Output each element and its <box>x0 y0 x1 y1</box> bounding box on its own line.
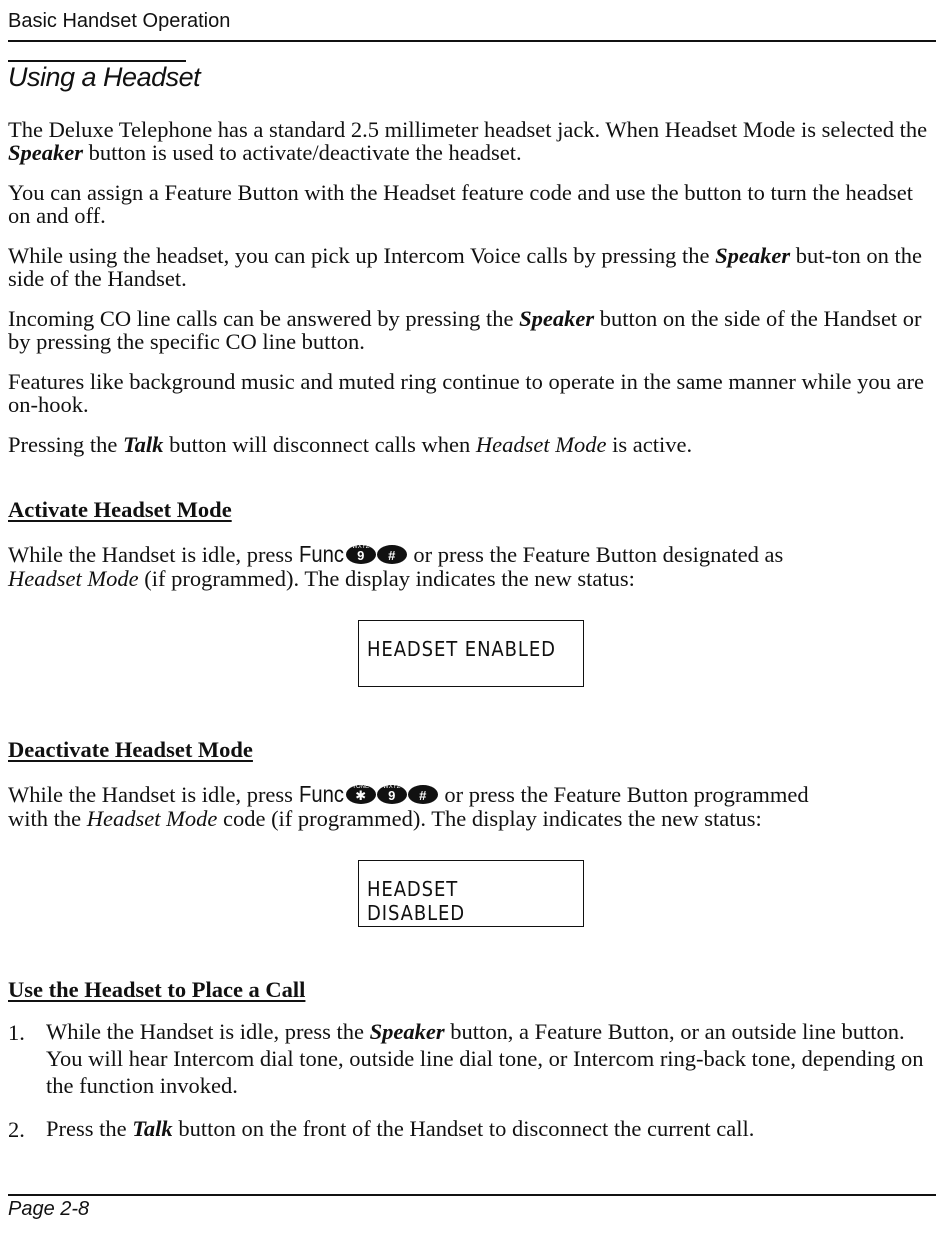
text: code (if programmed). The display indicates the new status: <box>217 806 762 831</box>
headset-mode-term: Headset Mode <box>475 432 607 457</box>
heading-activate-headset-mode: Activate Headset Mode <box>8 497 232 522</box>
text: button will disconnect calls when <box>163 432 476 457</box>
func-key-label: Func <box>298 541 344 567</box>
text: with the <box>8 806 87 831</box>
text: (if programmed). The display indicates the new status: <box>138 566 635 591</box>
paragraph-background-music: Features like background music and muted ring continue to operate in the same manner while you are on-hook. <box>8 369 924 417</box>
key-main: ✱ <box>355 788 367 803</box>
footer-rule <box>8 1194 936 1196</box>
text: button, a Feature Button, or an outside line button. You will hear Intercom dial tone, outside line dial tone, or Intercom ring-back tone, depending on the function invoked. <box>46 1019 924 1098</box>
text: While using the headset, you can pick up Intercom Voice calls by pressing the <box>8 243 716 268</box>
heading-deactivate-headset-mode: Deactivate Headset Mode <box>8 737 253 762</box>
key-hash-icon <box>377 545 407 564</box>
speaker-term: Speaker <box>8 140 83 165</box>
headset-mode-term: Headset Mode <box>86 806 218 831</box>
text: is active. <box>606 432 693 457</box>
talk-term: Talk <box>123 432 164 457</box>
func-key-label: Func <box>298 781 344 807</box>
text: While the Handset is idle, press <box>8 542 299 567</box>
text: Incoming CO line calls can be answered by pressing the <box>8 306 520 331</box>
page-number: Page 2-8 <box>8 1198 90 1220</box>
headset-mode-term: Headset Mode <box>8 566 139 591</box>
list-item-number: 2. <box>8 1117 25 1142</box>
paragraph-talk-button <box>8 433 938 456</box>
text: Pressing the <box>8 432 123 457</box>
list-item-number: 1. <box>8 1020 25 1045</box>
paragraph-intercom-calls <box>8 244 938 290</box>
list-item <box>46 1018 936 1099</box>
text: While the Handset is idle, press the <box>46 1019 370 1044</box>
display-headset-disabled <box>358 860 584 927</box>
heading-place-call: Use the Headset to Place a Call <box>8 977 306 1002</box>
key-main: 9 <box>388 788 396 803</box>
list-item <box>46 1115 936 1142</box>
display-text: HEADSET ENABLED <box>367 637 556 661</box>
key-9-icon <box>377 785 407 804</box>
text: or press the Feature Button designated as <box>407 542 784 567</box>
text: While the Handset is idle, press <box>8 782 299 807</box>
talk-term: Talk <box>132 1116 173 1141</box>
text: button on the front of the Handset to disconnect the current call. <box>172 1116 755 1141</box>
paragraph-deactivate-instructions <box>8 782 938 831</box>
paragraph-headset-jack <box>8 118 938 164</box>
key-hash-icon <box>408 785 438 804</box>
key-main: 9 <box>357 548 365 563</box>
paragraph-co-line-calls <box>8 307 938 353</box>
text: The Deluxe Telephone has a standard 2.5 millimeter headset jack. When Headset Mode is selected the <box>8 117 928 142</box>
text: button is used to activate/deactivate the headset. <box>83 140 522 165</box>
speaker-term: Speaker <box>715 243 791 268</box>
header-rule <box>8 40 936 42</box>
display-headset-enabled <box>358 620 584 687</box>
speaker-term: Speaker <box>369 1019 445 1044</box>
key-main: # <box>419 788 427 803</box>
key-sup: WXYZ <box>383 784 401 790</box>
section-title: Using a Headset <box>8 62 201 92</box>
text: but-ton on the side of the Handset. <box>8 243 922 291</box>
paragraph-activate-instructions <box>8 542 938 591</box>
key-sup: TONE <box>352 784 369 790</box>
paragraph-feature-button: You can assign a Feature Button with the Headset feature code and use the button to turn the headset on and off. <box>8 180 913 228</box>
text: Press the <box>46 1116 133 1141</box>
speaker-term: Speaker <box>519 306 595 331</box>
key-sup: WXYZ <box>352 544 370 550</box>
key-star-icon <box>346 785 376 804</box>
display-text: HEADSET DISABLED <box>367 877 466 925</box>
key-9-icon <box>346 545 376 564</box>
text: or press the Feature Button programmed <box>438 782 809 807</box>
running-header: Basic Handset Operation <box>8 10 231 32</box>
text: button on the side of the Handset or by pressing the specific CO line button. <box>8 306 922 354</box>
key-main: # <box>388 548 396 563</box>
